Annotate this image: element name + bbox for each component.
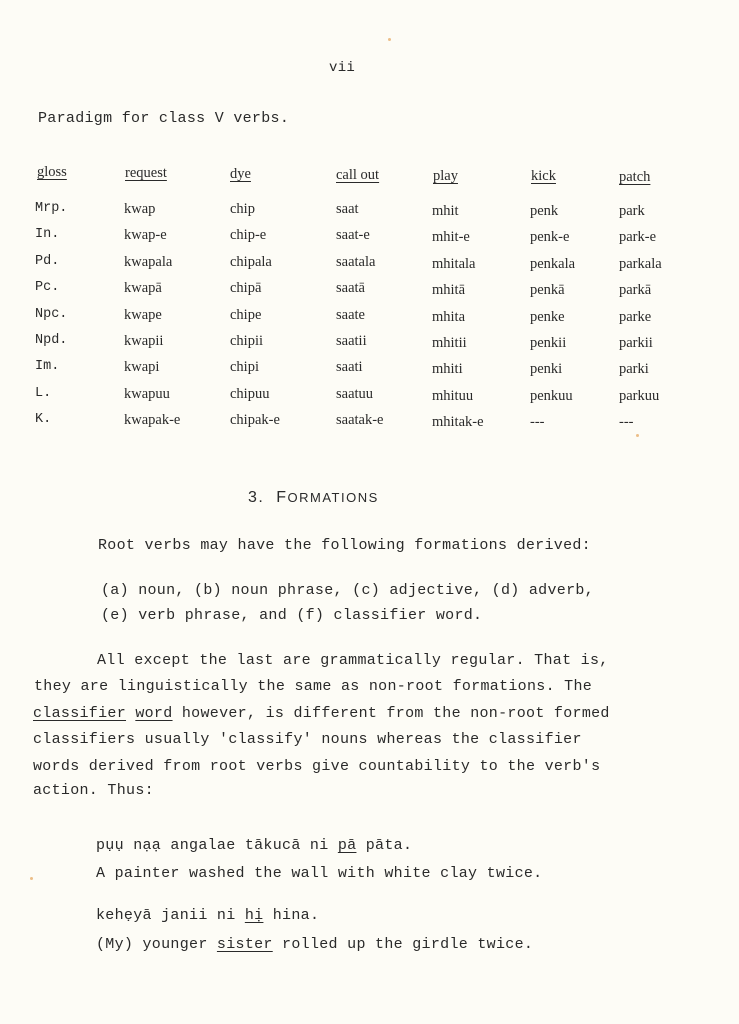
cell-call-out: saate xyxy=(336,307,365,323)
example-2-translation-underlined: sister xyxy=(216,936,273,953)
cell-patch: parkā xyxy=(619,282,652,298)
cell-request: kwapii xyxy=(124,333,164,349)
cell-kick: --- xyxy=(530,414,545,430)
cell-play: mhitii xyxy=(432,335,467,351)
cell-call-out: saati xyxy=(336,359,363,375)
header-request: request xyxy=(125,165,167,181)
paradigm-title: Paradigm for class V verbs. xyxy=(38,110,290,127)
cell-request: kwap xyxy=(124,201,156,217)
cell-patch: park-e xyxy=(619,229,657,245)
cell-play: mhitak-e xyxy=(432,414,484,430)
example-2-translation-before: (My) younger xyxy=(96,936,217,953)
example-1-native-after: pāta. xyxy=(356,837,413,854)
cell-dye: chip-e xyxy=(230,227,267,243)
cell-request: kwapā xyxy=(124,280,162,296)
cell-kick: penkuu xyxy=(530,388,573,404)
paradigm-table xyxy=(0,0,739,440)
example-2-translation xyxy=(96,936,533,953)
cell-kick: penkā xyxy=(530,282,565,298)
cell-request: kwapak-e xyxy=(124,412,181,428)
body-line-6: action. Thus: xyxy=(33,782,154,799)
cell-dye: chipā xyxy=(230,280,262,296)
cell-kick: penk xyxy=(530,203,559,219)
cell-request: kwapi xyxy=(124,359,160,375)
cell-request: kwape xyxy=(124,307,162,323)
cell-patch: parkii xyxy=(619,335,653,351)
header-call-out: call out xyxy=(336,167,380,183)
section-title-initial: F xyxy=(276,489,288,506)
paper-speck xyxy=(388,38,391,41)
cell-call-out: saat-e xyxy=(336,227,370,243)
example-1-native xyxy=(96,837,412,854)
cell-call-out: saatak-e xyxy=(336,412,384,428)
section-heading xyxy=(248,489,379,507)
formation-list-line-2: (e) verb phrase, and (f) classifier word. xyxy=(101,607,483,624)
cell-patch: --- xyxy=(619,414,634,430)
example-2-translation-after: rolled up the girdle twice. xyxy=(272,936,534,953)
header-play: play xyxy=(433,168,458,184)
cell-play: mhitā xyxy=(432,282,466,298)
intro-paragraph: Root verbs may have the following formations derived: xyxy=(98,537,591,554)
cell-request: kwapuu xyxy=(124,386,170,402)
cell-dye: chipi xyxy=(230,359,259,375)
header-kick: kick xyxy=(531,168,556,184)
cell-kick: penk-e xyxy=(530,229,570,245)
cell-gloss: Pc. xyxy=(35,280,60,295)
body-line-4: classifiers usually 'classify' nouns whereas the classifier xyxy=(33,731,582,748)
header-patch: patch xyxy=(619,169,651,185)
cell-play: mhituu xyxy=(432,388,474,404)
cell-play: mhit-e xyxy=(432,229,470,245)
cell-patch: parki xyxy=(619,361,649,377)
cell-call-out: saatuu xyxy=(336,386,374,402)
header-gloss: gloss xyxy=(37,164,67,180)
cell-patch: parke xyxy=(619,309,652,325)
term-word: word xyxy=(135,705,173,722)
cell-request: kwap-e xyxy=(124,227,167,243)
header-dye: dye xyxy=(230,166,251,182)
body-line-3 xyxy=(33,705,610,722)
cell-gloss: K. xyxy=(35,412,52,427)
cell-call-out: saatala xyxy=(336,254,376,270)
formation-list-line-1: (a) noun, (b) noun phrase, (c) adjective, (d) adverb, xyxy=(101,582,594,599)
paper-speck xyxy=(636,434,639,437)
cell-dye: chipala xyxy=(230,254,272,270)
cell-dye: chipe xyxy=(230,307,262,323)
cell-gloss: L. xyxy=(35,386,52,401)
cell-play: mhit xyxy=(432,203,459,219)
example-2-classifier: hị xyxy=(244,907,264,924)
example-1-classifier: pā xyxy=(337,837,357,854)
body-line-3-rest: however, is different from the non-root formed xyxy=(181,705,610,722)
cell-play: mhitala xyxy=(432,256,476,272)
body-line-2: they are linguistically the same as non-root formations. The xyxy=(34,678,593,695)
cell-kick: penki xyxy=(530,361,563,377)
cell-gloss: Npc. xyxy=(35,307,68,322)
body-line-1: All except the last are grammatically regular. That is, xyxy=(97,652,609,669)
example-1-native-before: pụụ nạạ angalae tākucā ni xyxy=(96,837,338,854)
cell-gloss: Npd. xyxy=(35,333,68,348)
example-2-native-after: hina. xyxy=(263,907,320,924)
section-number: 3. xyxy=(248,489,265,506)
example-2-native xyxy=(96,907,319,924)
cell-gloss: Pd. xyxy=(35,254,60,269)
cell-request: kwapala xyxy=(124,254,173,270)
cell-call-out: saatā xyxy=(336,280,365,296)
cell-dye: chipuu xyxy=(230,386,270,402)
cell-dye: chip xyxy=(230,201,255,217)
cell-gloss: In. xyxy=(35,227,60,242)
cell-call-out: saat xyxy=(336,201,359,217)
term-classifier: classifier xyxy=(33,705,127,722)
cell-gloss: Mrp. xyxy=(35,201,68,216)
cell-dye: chipak-e xyxy=(230,412,280,428)
cell-gloss: Im. xyxy=(35,359,60,374)
cell-kick: penkii xyxy=(530,335,567,351)
paper-speck xyxy=(30,877,33,880)
example-1-translation: A painter washed the wall with white clay twice. xyxy=(96,865,543,882)
cell-kick: penke xyxy=(530,309,565,325)
section-title-rest: ORMATIONS xyxy=(287,490,379,505)
cell-patch: parkuu xyxy=(619,388,660,404)
cell-dye: chipii xyxy=(230,333,264,349)
cell-play: mhita xyxy=(432,309,466,325)
cell-patch: park xyxy=(619,203,645,219)
cell-play: mhiti xyxy=(432,361,463,377)
cell-kick: penkala xyxy=(530,256,576,272)
body-line-5: words derived from root verbs give countability to the verb's xyxy=(33,758,601,775)
page-number: vii xyxy=(329,60,356,76)
cell-call-out: saatii xyxy=(336,333,367,349)
example-2-native-before: kehẹyā janii ni xyxy=(96,907,245,924)
cell-patch: parkala xyxy=(619,256,662,272)
